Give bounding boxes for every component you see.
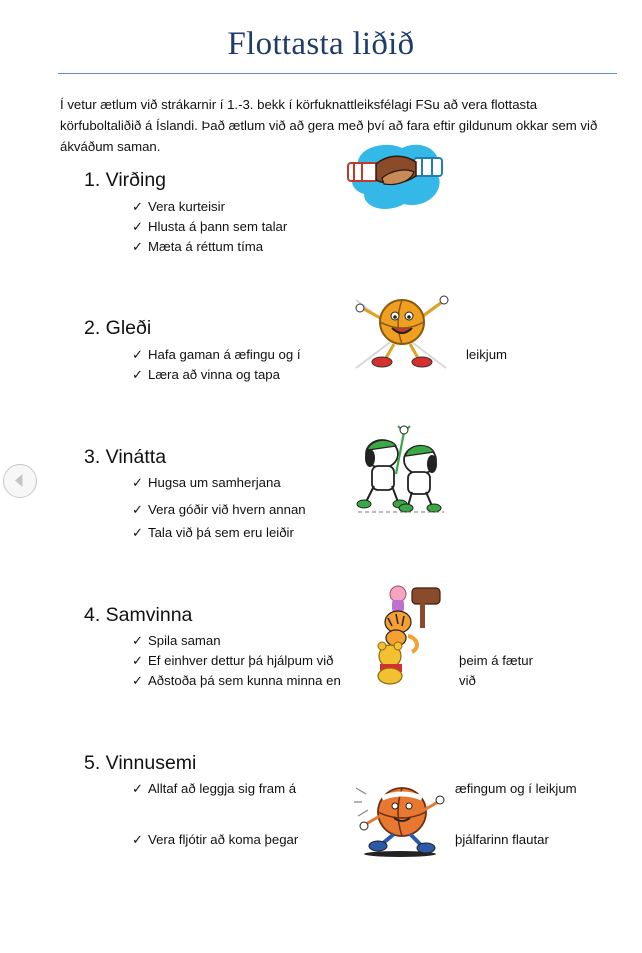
list-item-text: Ef einhver dettur þá hjálpum við	[148, 653, 334, 668]
list-item-continuation: þeim á fætur	[459, 653, 534, 668]
list-item	[132, 525, 294, 541]
section-heading-vinatta: 3. Vinátta	[84, 446, 167, 468]
list-item-text: Læra að vinna og tapa	[148, 367, 280, 382]
list-item-text: Hafa gaman á æfingu og í	[148, 347, 301, 362]
list-item-text: Vera fljótir að koma þegar	[148, 832, 299, 847]
list-item-continuation: þjálfarinn flautar	[455, 832, 549, 847]
section-heading-samvinna: 4. Samvinna	[84, 604, 193, 626]
section-heading-gledi: 2. Gleði	[84, 317, 152, 339]
check-icon: ✓	[132, 502, 144, 517]
snoopy-friends-icon	[352, 420, 448, 514]
list-item	[132, 502, 306, 518]
list-item-text: Mæta á réttum tíma	[148, 239, 264, 254]
chevron-left-icon	[4, 465, 35, 496]
list-item	[132, 367, 280, 383]
list-item-text: Tala við þá sem eru leiðir	[148, 525, 294, 540]
check-icon: ✓	[132, 199, 144, 214]
list-item-continuation: við	[459, 673, 476, 688]
list-item	[132, 653, 333, 669]
running-basketball-icon	[352, 776, 448, 858]
intro-paragraph: Í vetur ætlum við strákarnir í 1.-3. bekk í körfuknattleiksfélagi FSu að vera flottasta körfuboltaliðið á Íslandi. Það ætlum við að gera með því að fara eftir gildunum okkar sem við ákváðum saman.	[60, 97, 598, 154]
section-heading-virding: 1. Virðing	[84, 169, 167, 191]
list-item-text: Hlusta á þann sem talar	[148, 219, 288, 234]
check-icon: ✓	[132, 525, 144, 540]
check-icon: ✓	[132, 832, 144, 847]
document-title: Flottasta liðið	[227, 26, 415, 62]
check-icon: ✓	[132, 673, 144, 688]
list-item	[132, 239, 263, 255]
check-icon: ✓	[132, 475, 144, 490]
check-icon: ✓	[132, 347, 144, 362]
pooh-tigger-piglet-icon	[362, 578, 448, 686]
list-item	[132, 633, 221, 649]
previous-page-button[interactable]	[3, 464, 37, 498]
check-icon: ✓	[132, 367, 144, 382]
list-item	[132, 673, 341, 689]
title-underline	[58, 73, 617, 74]
happy-basketball-icon	[350, 290, 456, 372]
section-heading-vinnusemi: 5. Vinnusemi	[84, 752, 197, 774]
list-item-continuation: æfingum og í leikjum	[455, 781, 577, 796]
list-item	[132, 832, 298, 848]
list-item-text: Vera kurteisir	[148, 199, 225, 214]
list-item-text: Spila saman	[148, 633, 221, 648]
check-icon: ✓	[132, 633, 144, 648]
check-icon: ✓	[132, 781, 144, 796]
list-item-text: Vera góðir við hvern annan	[148, 502, 306, 517]
list-item	[132, 475, 281, 491]
list-item-text: Alltaf að leggja sig fram á	[148, 781, 297, 796]
list-item-text: Aðstoða þá sem kunna minna en	[148, 673, 341, 688]
list-item-continuation: leikjum	[466, 347, 508, 362]
check-icon: ✓	[132, 239, 144, 254]
list-item-text: Hugsa um samherjana	[148, 475, 281, 490]
list-item	[132, 219, 287, 235]
list-item	[132, 347, 301, 363]
check-icon: ✓	[132, 653, 144, 668]
check-icon: ✓	[132, 219, 144, 234]
list-item	[132, 781, 296, 797]
handshake-icon	[344, 138, 448, 214]
list-item	[132, 199, 225, 215]
